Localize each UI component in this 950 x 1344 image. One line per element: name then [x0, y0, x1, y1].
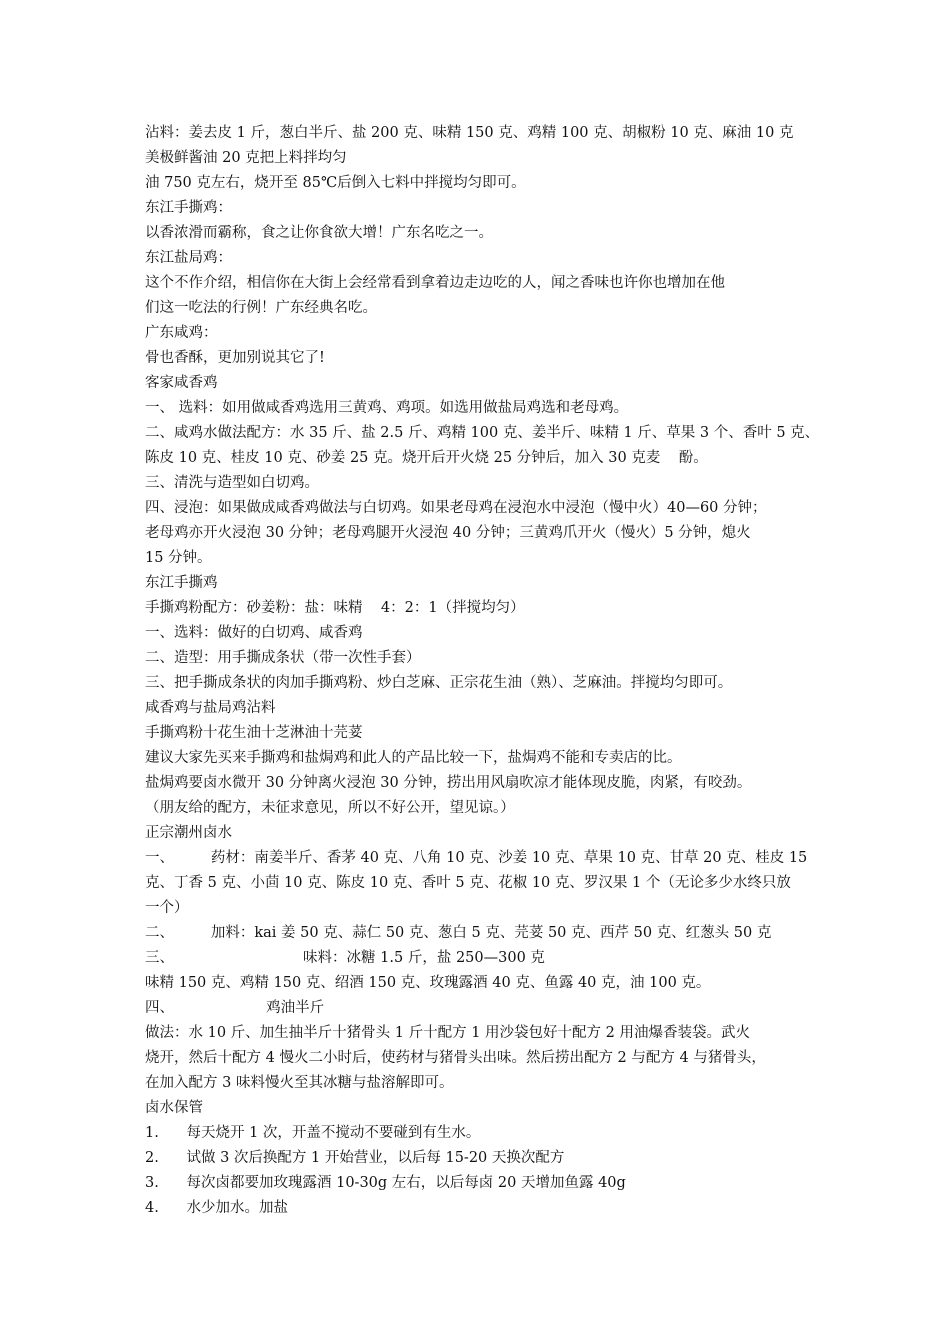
text-line: 以香浓滑而霸称，食之让你食欲大增！广东名吃之一。 — [145, 225, 493, 241]
text-line: 一个） — [145, 900, 189, 916]
text-line: 二、 加料：kai 姜 50 克、蒜仁 50 克、葱白 5 克、芫荽 50 克、西芹 50 克、红葱头 50 克 — [145, 925, 772, 941]
text-line: 手撕鸡粉配方：砂姜粉：盐：味精 4：2：1（拌搅均匀） — [145, 600, 525, 616]
list-item: 2. 试做 3 次后换配方 1 开始营业，以后每 15-20 天换次配方 — [145, 1150, 565, 1166]
text-line: 克、丁香 5 克、小茴 10 克、陈皮 10 克、香叶 5 克、花椒 10 克、罗汉果 1 个（无论多少水终只放 — [145, 875, 791, 891]
text-line: 15 分钟。 — [145, 550, 212, 566]
text-line: 们这一吃法的行例！广东经典名吃。 — [145, 300, 377, 316]
text-line: 陈皮 10 克、桂皮 10 克、砂姜 25 克。烧开后开火烧 25 分钟后，加入 30 克麦 酚。 — [145, 450, 708, 466]
text-line: 烧开，然后十配方 4 慢火二小时后，使药材与猪骨头出味。然后捞出配方 2 与配方 4 与猪骨头， — [145, 1050, 766, 1066]
text-line: 骨也香酥，更加别说其它了! — [145, 350, 325, 366]
text-line: 建议大家先买来手撕鸡和盐焗鸡和此人的产品比较一下，盐焗鸡不能和专卖店的比。 — [145, 750, 682, 766]
text-line: 一、 选料：如用做咸香鸡选用三黄鸡、鸡项。如选用做盐局鸡选和老母鸡。 — [145, 400, 629, 416]
text-line: 四、浸泡：如果做成咸香鸡做法与白切鸡。如果老母鸡在浸泡水中浸泡（慢中火）40—60 分钟； — [145, 500, 767, 516]
text-line: 美极鲜酱油 20 克把上料拌均匀 — [145, 150, 347, 166]
section-heading: 东江盐局鸡： — [145, 250, 232, 266]
text-line: 在加入配方 3 味料慢火至其冰糖与盐溶解即可。 — [145, 1075, 454, 1091]
section-heading: 咸香鸡与盐局鸡沾料 — [145, 700, 276, 716]
list-item: 1. 每天烧开 1 次，开盖不搅动不要碰到有生水。 — [145, 1125, 481, 1141]
section-heading: 正宗潮州卤水 — [145, 825, 232, 841]
section-heading: 东江手撕鸡 — [145, 575, 218, 591]
text-line: 二、咸鸡水做法配方：水 35 斤、盐 2.5 斤、鸡精 100 克、姜半斤、味精 1 斤、草果 3 个、香叶 5 克、 — [145, 425, 820, 441]
section-heading: 客家咸香鸡 — [145, 375, 218, 391]
text-line: 三、把手撕成条状的肉加手撕鸡粉、炒白芝麻、正宗花生油（熟）、芝麻油。拌搅均匀即可。 — [145, 675, 733, 691]
text-line: 手撕鸡粉十花生油十芝淋油十芫荽 — [145, 725, 363, 741]
text-line: 四、 鸡油半斤 — [145, 1000, 325, 1016]
text-line: 做法：水 10 斤、加生抽半斤十猪骨头 1 斤十配方 1 用沙袋包好十配方 2 用油爆香装袋。武火 — [145, 1025, 750, 1041]
list-item: 4. 水少加水。加盐 — [145, 1200, 288, 1216]
text-line: （朋友给的配方，未征求意见，所以不好公开，望见谅。） — [145, 800, 515, 816]
document-body — [145, 121, 825, 1221]
text-line: 盐焗鸡要卤水微开 30 分钟离火浸泡 30 分钟，捞出用风扇吹凉才能体现皮脆，肉紧，有咬劲。 — [145, 775, 752, 791]
section-heading: 东江手撕鸡： — [145, 200, 232, 216]
text-line: 这个不作介绍，相信你在大街上会经常看到拿着边走边吃的人，闻之香味也许你也增加在他 — [145, 275, 725, 291]
text-line: 一、 药材：南姜半斤、香茅 40 克、八角 10 克、沙姜 10 克、草果 10 克、甘草 20 克、桂皮 15 — [145, 850, 808, 866]
section-heading: 广东咸鸡： — [145, 325, 218, 341]
text-line: 三、 味料：冰糖 1.5 斤，盐 250—300 克 — [145, 950, 545, 966]
text-line: 沾料：姜去皮 1 斤，葱白半斤、盐 200 克、味精 150 克、鸡精 100 克、胡椒粉 10 克、麻油 10 克 — [145, 125, 794, 141]
section-heading: 卤水保管 — [145, 1100, 203, 1116]
text-line: 油 750 克左右，烧开至 85℃后倒入七料中拌搅均匀即可。 — [145, 175, 526, 191]
text-line: 味精 150 克、鸡精 150 克、绍酒 150 克、玫瑰露酒 40 克、鱼露 40 克，油 100 克。 — [145, 975, 711, 991]
text-line: 三、清洗与造型如白切鸡。 — [145, 475, 319, 491]
text-line: 一、选料：做好的白切鸡、咸香鸡 — [145, 625, 363, 641]
text-line: 老母鸡亦开火浸泡 30 分钟；老母鸡腿开火浸泡 40 分钟；三黄鸡爪开火（慢火）5 分钟，熄火 — [145, 525, 751, 541]
list-item: 3. 每次卤都要加玫瑰露酒 10-30g 左右，以后每卤 20 天增加鱼露 40g — [145, 1175, 626, 1191]
text-line: 二、造型：用手撕成条状（带一次性手套） — [145, 650, 421, 666]
